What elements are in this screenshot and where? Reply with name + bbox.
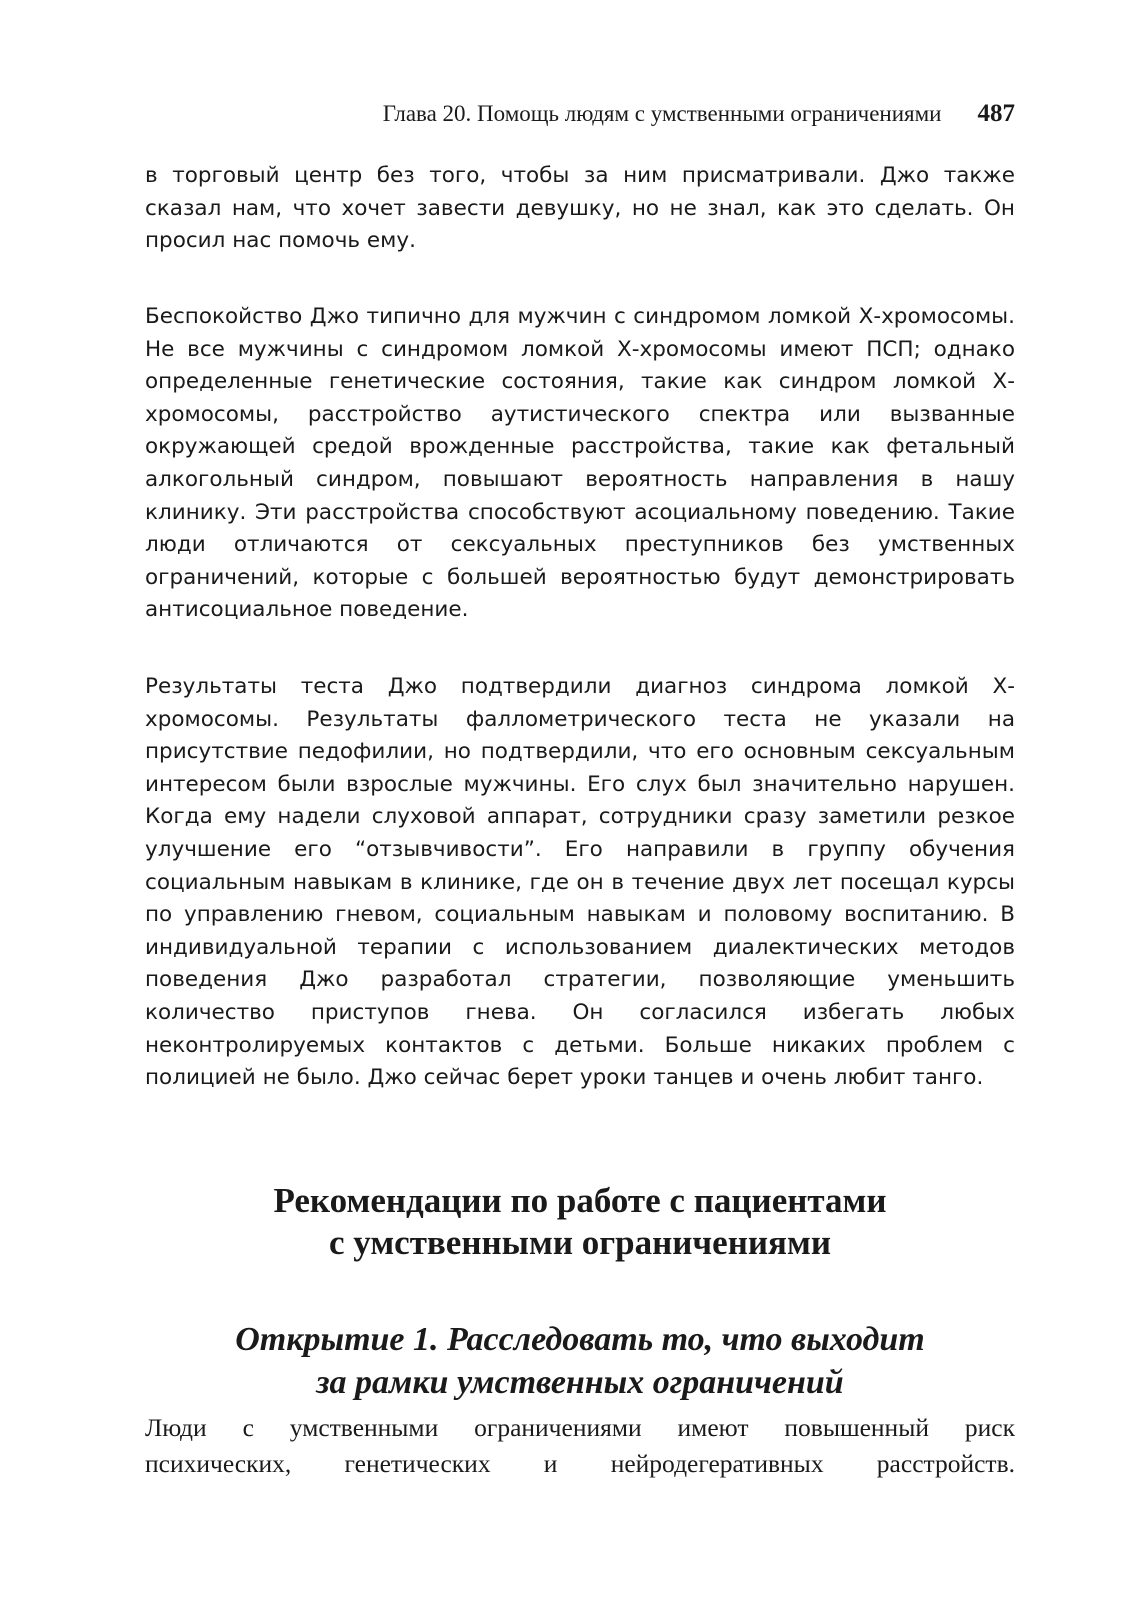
subsection-heading-line-1: Открытие 1. Расследовать то, что выходит <box>235 1321 925 1358</box>
body-text <box>145 1410 1015 1482</box>
subsection-heading-line-2: за рамки умственных ограничений <box>316 1364 844 1401</box>
page-number: 487 <box>977 100 1015 127</box>
running-header <box>145 100 1015 128</box>
body-line-1: Люди с умственными ограничениями имеют повышенный риск <box>145 1413 1015 1442</box>
paragraph-text: Результаты теста Джо подтвердили диагноз синдрома ломкой Х-хромосомы. Результаты фаллометрического теста не указали на присутствие педофилии, но подтвердили, что его основным сексуальным интересом были взрослые мужчины. Его слух был значительно нарушен. Когда ему надели слуховой аппарат, сотрудники сразу заметили резкое улучшение его “отзывчивости”. Его направили в группу обучения социальным навыкам в клинике, где он в течение двух лет посещал курсы по управлению гневом, социальным навыкам и половому воспитанию. В индивидуальной терапии с использованием диалектических методов поведения Джо разработал стратегии, позволяющие уменьшить количество приступов гнева. Он согласился избегать любых неконтролируемых контактов с детьми. Больше никаких проблем с полицией не было. Джо сейчас берет уроки танцев и очень любит танго. <box>145 674 1015 1091</box>
paragraph-text: Беспокойство Джо типично для мужчин с синдромом ломкой Х-хромосомы. Не все мужчины с синдромом ломкой Х-хромосомы имеют ПСП; однако определенные генетические состояния, такие как синдром ломкой Х-хромосомы, расстройство аутистического спектра или вызванные окружающей средой врожденные расстройства, такие как фетальный алкогольный синдром, повышают вероятность направления в нашу клинику. Эти расстройства способствуют асоциальному поведению. Такие люди отличаются от сексуальных преступников без умственных ограничений, которые с большей вероятностью будут демонстрировать антисоциальное поведение. <box>145 304 1015 623</box>
section-heading <box>145 1180 1015 1264</box>
paragraph-3 <box>145 671 1015 1095</box>
paragraph-text: в торговый центр без того, чтобы за ним присматривали. Джо также сказал нам, что хочет завести девушку, но не знал, как это сделать. Он просил нас помочь ему. <box>145 163 1015 254</box>
section-heading-line-1: Рекомендации по работе с пациентами <box>273 1181 887 1220</box>
chapter-title: Глава 20. Помощь людям с умственными ограничениями <box>382 101 942 126</box>
section-heading-line-2: с умственными ограничениями <box>329 1223 831 1262</box>
subsection-heading <box>145 1318 1015 1404</box>
body-line-2: психических, генетических и нейродегеративных расстройств. <box>145 1449 1015 1478</box>
paragraph-2 <box>145 301 1015 627</box>
paragraph-1 <box>145 160 1015 258</box>
